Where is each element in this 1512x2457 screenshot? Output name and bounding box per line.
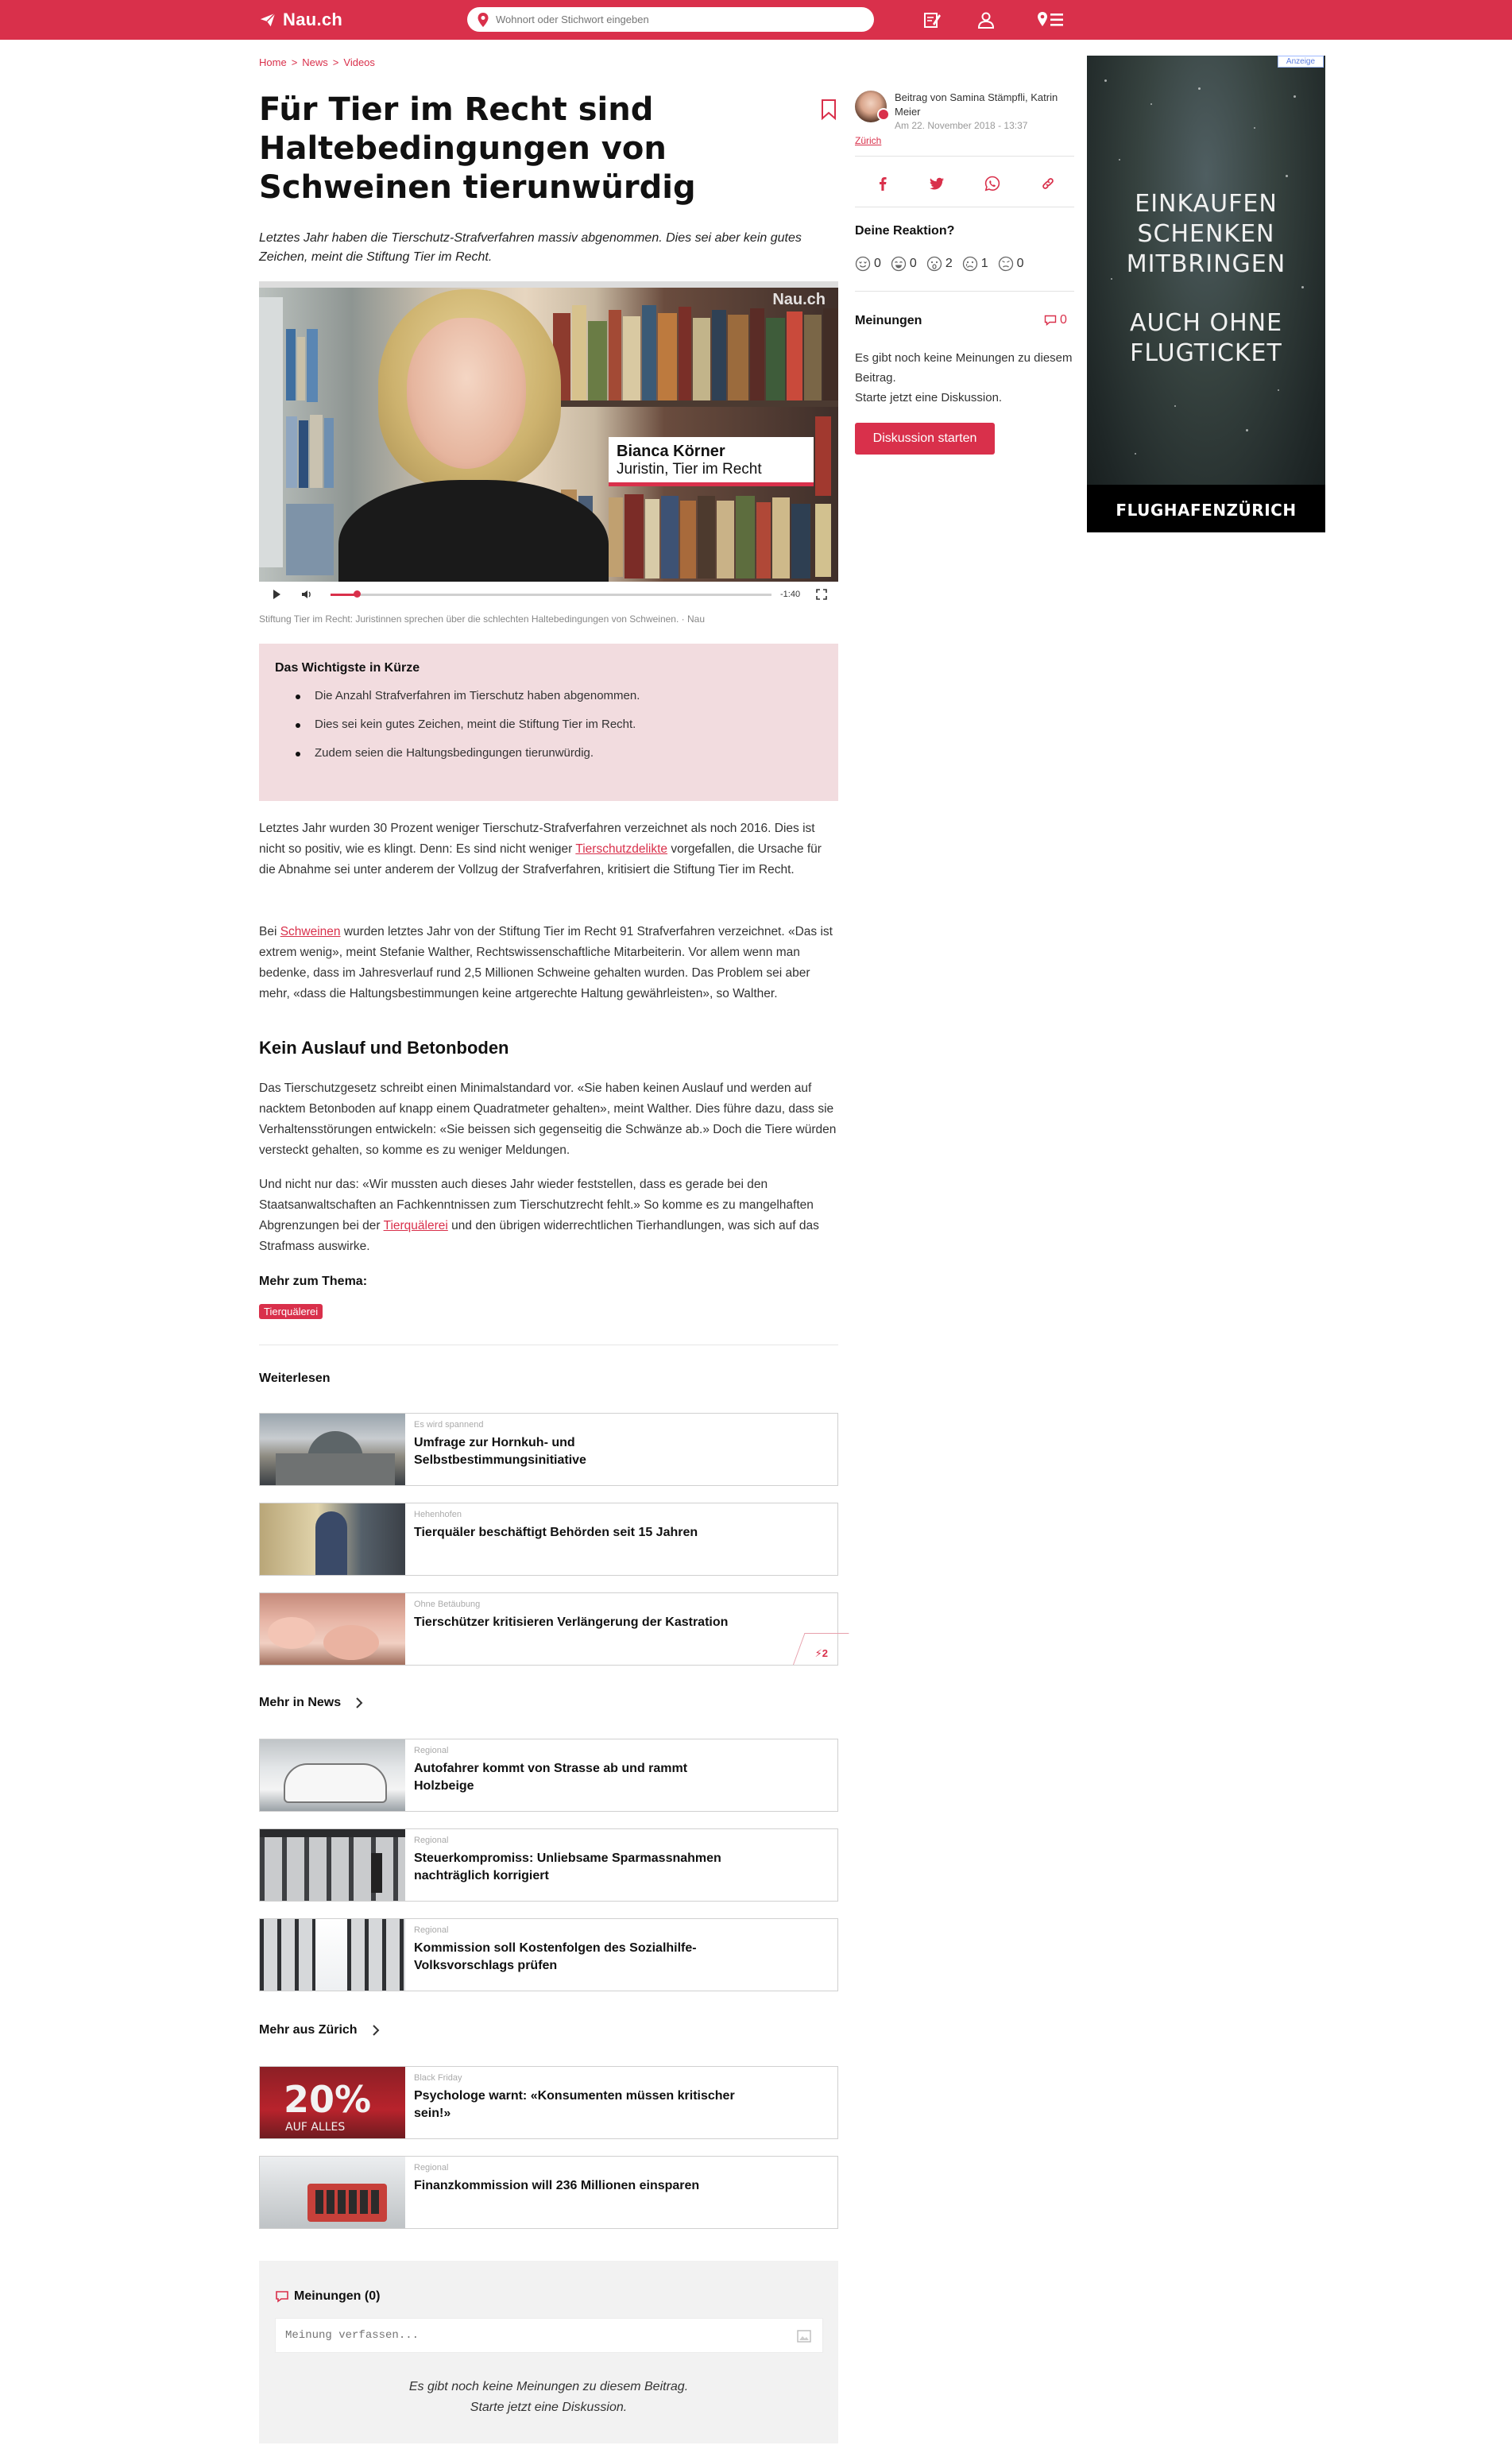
video-frame xyxy=(259,281,838,582)
fullscreen-icon[interactable] xyxy=(815,588,828,601)
location-link[interactable]: Zürich xyxy=(855,135,882,146)
related-card[interactable] xyxy=(259,1592,838,1666)
reaction-angry[interactable] xyxy=(998,256,1024,272)
share-bar xyxy=(855,173,1074,195)
paragraph-text: vorgefallen, die Ursache für die Abnahme sei unter anderem der Vollzug der Strafverfahren, kritisiert die Stiftung Tier im Recht. xyxy=(259,842,822,876)
lower-third-name: Bianca Körner xyxy=(617,443,725,460)
card-thumbnail xyxy=(260,1919,405,1991)
card-title: Autofahrer kommt von Strasse ab und rammt Holzbeige xyxy=(414,1762,688,1793)
breadcrumb-home[interactable]: Home xyxy=(259,56,287,68)
related-card[interactable] xyxy=(259,1503,838,1576)
video-progress-bar[interactable] xyxy=(331,594,771,596)
card-kicker: Hehenhofen xyxy=(414,1510,462,1519)
card-kicker: Regional xyxy=(414,1836,449,1845)
video-caption: Stiftung Tier im Recht: Juristinnen sprechen über die schlechten Haltebedingungen von Schweinen. · Nau xyxy=(259,613,705,625)
section-title-text: Mehr aus Zürich xyxy=(259,2023,358,2037)
image-upload-icon[interactable] xyxy=(797,2330,811,2343)
section-title-text: Weiterlesen xyxy=(259,1372,331,1385)
paragraph-text: Bei xyxy=(259,925,280,938)
thumbnail-sale-text: 20% xyxy=(284,2078,372,2121)
comments-section xyxy=(259,2261,838,2443)
card-thumbnail xyxy=(260,1829,405,1901)
reaction-count: 0 xyxy=(874,257,881,270)
card-thumbnail xyxy=(260,1414,405,1485)
advertisement-banner[interactable] xyxy=(1087,56,1325,532)
location-menu-icon[interactable] xyxy=(1036,10,1066,30)
author-badge-icon xyxy=(877,108,890,121)
empty-state-line: Starte jetzt eine Diskussion. xyxy=(470,2401,628,2414)
mehr-aus-zuerich-link[interactable] xyxy=(259,2023,380,2037)
publish-date: Am 22. November 2018 - 13:37 xyxy=(895,120,1028,131)
reaction-row xyxy=(855,256,1024,272)
site-logo[interactable] xyxy=(259,10,342,30)
reaction-love[interactable] xyxy=(855,256,881,272)
paper-plane-icon xyxy=(259,11,276,29)
opinions-count-value: 0 xyxy=(1060,313,1067,327)
topic-tag[interactable]: Tierquälerei xyxy=(259,1304,323,1319)
video-progress-handle[interactable] xyxy=(354,590,361,598)
mehr-in-news-link[interactable] xyxy=(259,1696,363,1710)
paragraph-text: Letztes Jahr wurden 30 Prozent weniger Tierschutz-Strafverfahren verzeichnet als noch 2016. Dies ist nicht so positiv, wie es klingt. Denn: Es sind nicht weniger xyxy=(259,822,815,856)
chevron-right-icon xyxy=(355,1697,363,1708)
ad-subheadline xyxy=(1087,308,1325,369)
summary-list xyxy=(275,688,822,774)
card-title: Steuerkompromiss: Unliebsame Sparmassnahmen nachträglich korrigiert xyxy=(414,1851,721,1882)
ad-text-line: FLUGTICKET xyxy=(1130,339,1282,367)
whatsapp-icon[interactable] xyxy=(984,175,1001,192)
inline-link-schweinen[interactable]: Schweinen xyxy=(280,925,341,938)
related-card[interactable] xyxy=(259,1413,838,1486)
section-title-text: Mehr in News xyxy=(259,1696,342,1709)
top-header xyxy=(0,0,1512,40)
article-paragraph xyxy=(259,1174,838,1257)
summary-item: Dies sei kein gutes Zeichen, meint die Stiftung Tier im Recht. xyxy=(275,717,822,745)
card-thumbnail xyxy=(260,2157,405,2228)
zuerich-card[interactable] xyxy=(259,2066,838,2139)
link-icon[interactable] xyxy=(1039,175,1057,192)
summary-box xyxy=(259,644,838,801)
angry-face-icon xyxy=(998,256,1014,272)
card-title: Tierschützer kritisieren Verlängerung der Kastration xyxy=(414,1615,729,1629)
reaction-laugh[interactable] xyxy=(891,256,917,272)
summary-item: Die Anzahl Strafverfahren im Tierschutz haben abgenommen. xyxy=(275,688,822,717)
volume-icon[interactable] xyxy=(300,588,313,601)
summary-title: Das Wichtigste in Kürze xyxy=(275,661,420,675)
card-kicker: Ohne Betäubung xyxy=(414,1600,481,1609)
reaction-surprised[interactable] xyxy=(926,256,953,272)
card-thumbnail xyxy=(260,1593,405,1665)
reaction-count: 0 xyxy=(909,257,917,270)
paragraph-text: wurden letztes Jahr von der Stiftung Tier im Recht 91 Strafverfahren verzeichnet. «Das ist extrem wenig», meint Stefanie Walther, Rechtswissenschaftliche Mitarbeiterin. Vor allem wenn man bedenke, dass im Jahresverlauf rund 2,5 Millionen Schweine gehalten wurden. Das Problem sei aber mehr, «dass die Haltungsbestimmungen keine artgerechte Haltung gewährleisten», so Walther. xyxy=(259,925,833,1000)
ad-text-line: AUCH OHNE xyxy=(1129,309,1283,337)
laugh-face-icon xyxy=(891,256,907,272)
comment-count-text[interactable]: ⚡2 xyxy=(814,1647,828,1659)
card-title: Tierquäler beschäftigt Behörden seit 15 Jahren xyxy=(414,1526,698,1539)
card-kicker: Es wird spannend xyxy=(414,1420,484,1430)
card-thumbnail xyxy=(260,1739,405,1811)
comments-header xyxy=(275,2289,380,2304)
facebook-icon[interactable] xyxy=(874,175,891,192)
comments-empty-state xyxy=(259,2377,838,2418)
divider xyxy=(855,291,1074,292)
card-kicker: Regional xyxy=(414,1925,449,1935)
inline-link-tierschutzdelikte[interactable]: Tierschutzdelikte xyxy=(575,842,668,856)
paragraph-text: Und nicht nur das: «Wir mussten auch dieses Jahr wieder feststellen, dass es gerade bei den Staatsanwaltschaften an Fachkenntnissen zum Tierschutzrecht fehlt.» So komme es zu mangelhaften Abgrenzungen bei der xyxy=(259,1178,814,1232)
comment-bubble-icon xyxy=(275,2290,289,2303)
paragraph-text: und den übrigen widerrechtlichen Tierhandlungen, was sich auf das Strafmass auswirke. xyxy=(259,1219,819,1253)
sad-face-icon xyxy=(962,256,978,272)
ad-text-line: MITBRINGEN xyxy=(1126,250,1286,278)
card-title: Kommission soll Kostenfolgen des Sozialhilfe-Volksvorschlags prüfen xyxy=(414,1941,697,1972)
reaction-count: 0 xyxy=(1016,257,1024,270)
card-thumbnail xyxy=(260,1503,405,1575)
breadcrumb xyxy=(259,56,375,68)
breadcrumb-videos[interactable]: Videos xyxy=(343,56,375,68)
video-lower-third xyxy=(609,437,814,486)
chevron-right-icon xyxy=(372,2025,380,2036)
surprised-face-icon xyxy=(926,256,942,272)
video-time: -1:40 xyxy=(780,590,801,599)
twitter-icon[interactable] xyxy=(928,175,945,192)
video-controls xyxy=(259,582,838,607)
play-icon[interactable] xyxy=(273,590,280,599)
reaction-title: Deine Reaktion? xyxy=(855,224,955,238)
news-card[interactable] xyxy=(259,1828,838,1902)
opinions-text-line: Starte jetzt eine Diskussion. xyxy=(855,391,1003,404)
summary-item: Zudem seien die Haltungsbedingungen tierunwürdig. xyxy=(275,745,822,774)
video-watermark: Nau.ch xyxy=(772,291,826,308)
author-name: Beitrag von Samina Stämpfli, Katrin Meier xyxy=(895,91,1058,118)
card-thumbnail xyxy=(260,2067,405,2138)
weiterlesen-title xyxy=(259,1372,331,1386)
comment-input-box[interactable] xyxy=(275,2318,823,2353)
comment-count-value: 2 xyxy=(822,1647,828,1659)
article-lead: Letztes Jahr haben die Tierschutz-Strafverfahren massiv abgenommen. Dies sei aber kein gutes Zeichen, meint die Stiftung Tier im Recht. xyxy=(259,231,802,264)
logo-text: Nau.ch xyxy=(283,10,343,29)
breadcrumb-separator: > xyxy=(332,56,339,68)
video-progress-fill xyxy=(331,594,357,596)
ad-label: Anzeige xyxy=(1278,56,1324,68)
ad-headline xyxy=(1087,189,1325,280)
card-kicker: Regional xyxy=(414,1746,449,1755)
user-icon[interactable] xyxy=(976,10,996,30)
search-bar[interactable] xyxy=(467,7,874,32)
ad-text-line: EINKAUFEN xyxy=(1135,190,1278,218)
breadcrumb-separator: > xyxy=(291,56,298,68)
news-card[interactable] xyxy=(259,1739,838,1812)
card-title: Psychologe warnt: «Konsumenten müssen kritischer sein!» xyxy=(414,2089,735,2120)
news-card[interactable] xyxy=(259,1918,838,1991)
love-face-icon xyxy=(855,256,871,272)
ad-text-line: SCHENKEN xyxy=(1137,220,1275,248)
article-paragraph xyxy=(259,922,838,1004)
zuerich-card[interactable] xyxy=(259,2156,838,2229)
empty-state-line: Es gibt noch keine Meinungen zu diesem Beitrag. xyxy=(408,2380,689,2393)
compose-icon[interactable] xyxy=(922,10,942,30)
comments-title: Meinungen (0) xyxy=(294,2289,381,2303)
article-title: Für Tier im Recht sind Haltebedingungen von Schweinen tierunwürdig xyxy=(259,91,696,206)
lower-third-role: Juristin, Tier im Recht xyxy=(617,461,762,478)
thumbnail-sale-subtext: AUF ALLES xyxy=(285,2121,346,2134)
opinions-text-line: Es gibt noch keine Meinungen zu diesem Beitrag. xyxy=(855,351,1073,385)
card-title: Umfrage zur Hornkuh- und Selbstbestimmungsinitiative xyxy=(414,1436,586,1467)
ad-footer xyxy=(1087,485,1325,532)
comment-input[interactable] xyxy=(285,2329,778,2342)
opinions-count[interactable] xyxy=(1044,313,1067,327)
reaction-count: 2 xyxy=(945,257,953,270)
video-player[interactable] xyxy=(259,281,838,582)
more-topic-label: Mehr zum Thema: xyxy=(259,1275,368,1288)
bookmark-icon[interactable] xyxy=(820,99,837,121)
ad-brand-logo: FLUGHAFENZÜRICH xyxy=(1116,501,1297,520)
breadcrumb-news[interactable]: News xyxy=(302,56,328,68)
comment-bubble-icon xyxy=(1044,315,1057,326)
article-paragraph: Das Tierschutzgesetz schreibt einen Minimalstandard vor. «Sie haben keinen Auslauf und werden auf nacktem Betonboden auf knapp einem Quadratmeter gehalten», meint Walther. Dies führe dazu, dass sie Verhaltensstörungen entwickeln: «Sie beissen sich gegenseitig die Schwänze ab.» Doch die Tiere würden versteckt gehalten, so komme es zu weniger Meldungen. xyxy=(259,1081,837,1157)
card-title: Finanzkommission will 236 Millionen einsparen xyxy=(414,2179,700,2192)
reaction-sad[interactable] xyxy=(962,256,988,272)
section-heading: Kein Auslauf und Betonboden xyxy=(259,1038,509,1058)
card-kicker: Black Friday xyxy=(414,2073,462,2083)
inline-link-tierquaelerei[interactable]: Tierquälerei xyxy=(383,1219,448,1232)
opinions-empty-text xyxy=(855,348,1074,408)
reaction-count: 1 xyxy=(980,257,988,270)
article-paragraph xyxy=(259,818,838,880)
location-pin-icon xyxy=(477,12,489,28)
card-kicker: Regional xyxy=(414,2163,449,2173)
start-discussion-button[interactable]: Diskussion starten xyxy=(855,423,995,455)
search-input[interactable] xyxy=(496,14,845,25)
divider xyxy=(855,156,1074,157)
opinions-title: Meinungen xyxy=(855,314,922,327)
